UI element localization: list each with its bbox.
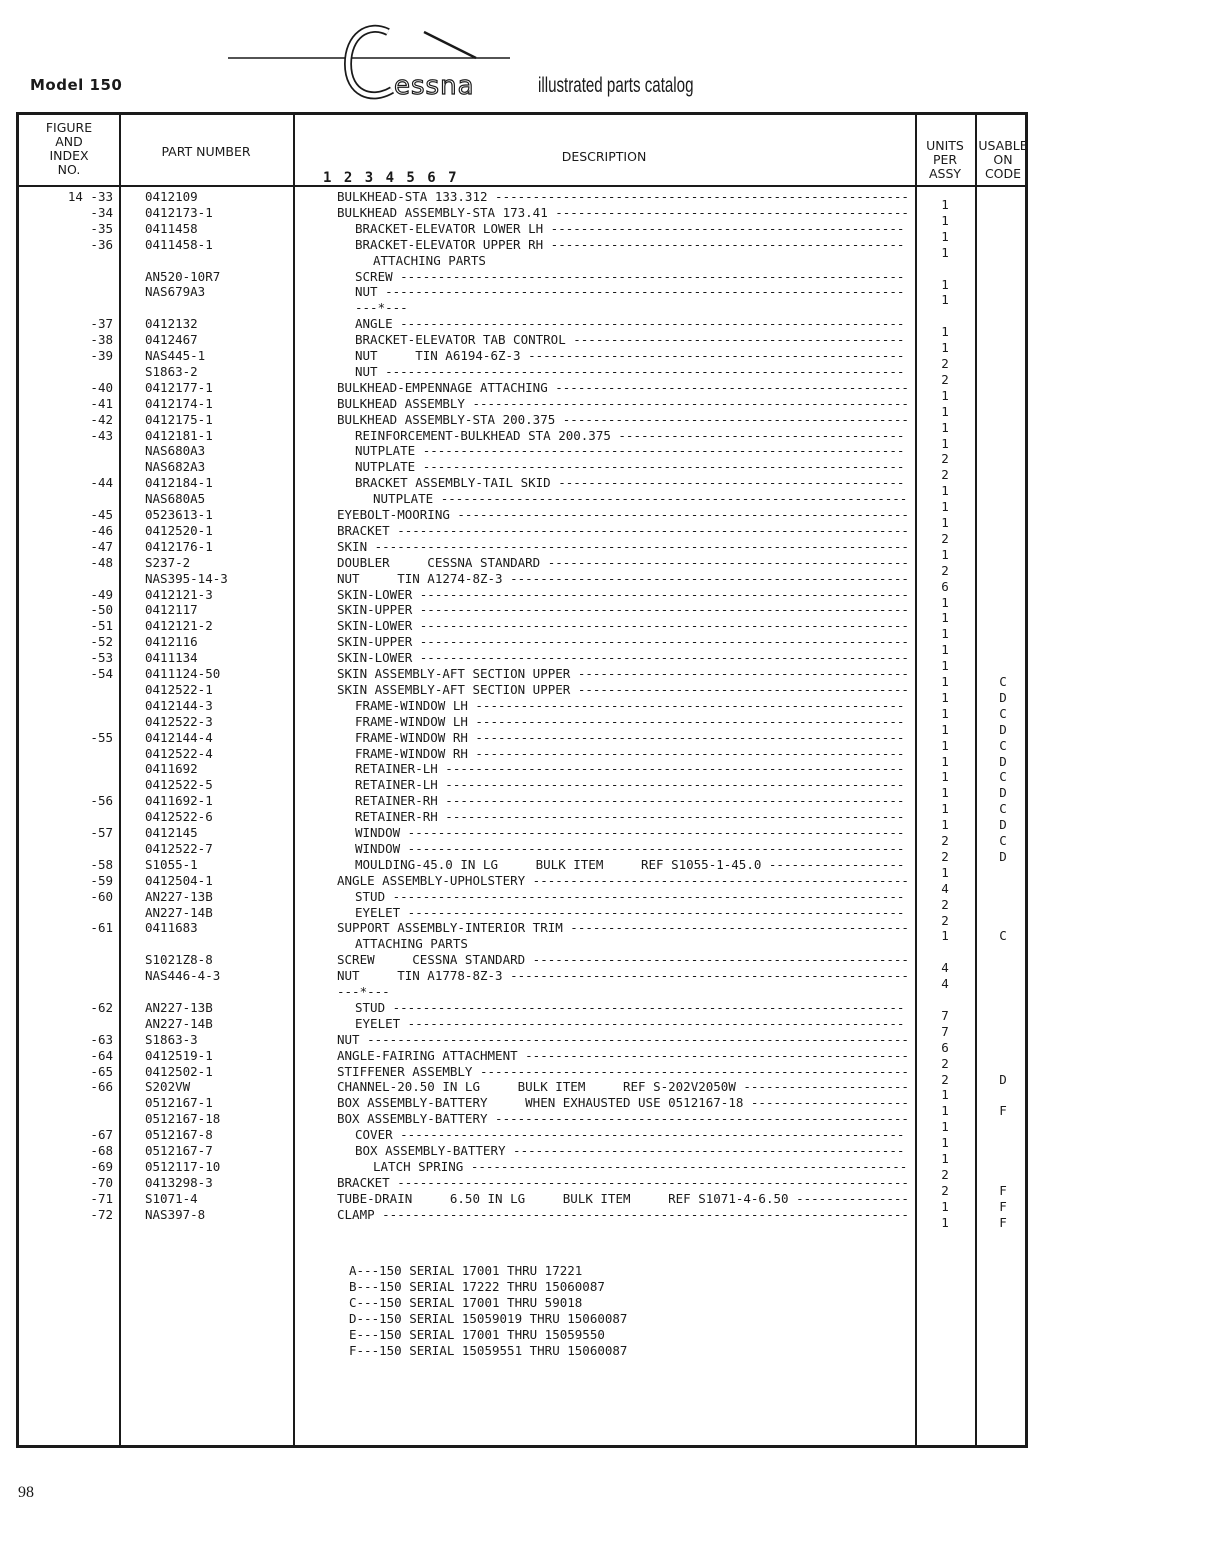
row-description: NUTPLATE ----------------------------------------------------------------	[355, 459, 905, 475]
row-part-number: 0412519-1	[145, 1047, 213, 1063]
row-figure-index: -48	[90, 554, 113, 570]
row-units-per-assy: 1	[941, 546, 949, 562]
row-units-per-assy: 1	[941, 801, 949, 817]
row-units-per-assy: 2	[941, 1071, 949, 1087]
row-part-number: S237-2	[145, 554, 191, 570]
row-part-number: 0411458-1	[145, 236, 213, 252]
row-figure-index: -64	[90, 1047, 113, 1063]
row-part-number: 0411692	[145, 761, 198, 777]
row-part-number: AN520-10R7	[145, 268, 221, 284]
row-usable-code: C	[999, 833, 1007, 848]
row-usable-code: D	[999, 753, 1007, 769]
row-part-number: S1055-1	[145, 856, 198, 872]
row-part-number: 0412173-1	[145, 204, 213, 220]
row-part-number: 0412117	[145, 602, 198, 618]
row-description: DOUBLER CESSNA STANDARD ------------------------------------------------	[337, 554, 909, 570]
row-part-number: 0411692-1	[145, 793, 213, 809]
row-description: RETAINER-LH -------------------------------------------------------------	[355, 761, 905, 777]
column-divider	[975, 115, 977, 1445]
row-description: SCREW CESSNA STANDARD --------------------------------------------------	[337, 952, 909, 968]
row-description: BOX ASSEMBLY-BATTERY -------------------------------------------------------	[337, 1111, 909, 1127]
row-description: NUT ---------------------------------------------------------------------	[355, 284, 905, 300]
row-units-per-assy: 1	[941, 721, 949, 737]
row-figure-index: -34	[90, 204, 113, 220]
row-description: BRACKET --------------------------------------------------------------------	[337, 522, 909, 538]
row-units-per-assy: 2	[941, 833, 949, 848]
row-units-per-assy: 1	[941, 499, 949, 515]
row-part-number: 0412522-1	[145, 681, 213, 697]
row-usable-code: D	[999, 785, 1007, 801]
row-figure-index: -67	[90, 1127, 113, 1143]
row-usable-code: C	[999, 928, 1007, 944]
row-part-number: 0412175-1	[145, 411, 213, 427]
row-units-per-assy: 2	[941, 356, 949, 371]
row-figure-index: -50	[90, 602, 113, 618]
row-description: FRAME-WINDOW RH ---------------------------------------------------------	[355, 729, 905, 745]
row-description: BRACKET-ELEVATOR UPPER RH -----------------------------------------------	[355, 236, 905, 252]
header-divider	[19, 185, 1025, 187]
row-figure-index: -61	[90, 920, 113, 936]
row-part-number: 0512167-18	[145, 1111, 221, 1127]
row-figure-index: -44	[90, 475, 113, 491]
row-description: SKIN-UPPER -----------------------------------------------------------------	[337, 634, 909, 650]
row-figure-index: -52	[90, 634, 113, 650]
row-description: SKIN-LOWER -----------------------------------------------------------------	[337, 650, 909, 666]
row-description: NUT ------------------------------------------------------------------------	[337, 1031, 909, 1047]
row-usable-code: F	[999, 1198, 1007, 1214]
row-units-per-assy: 1	[941, 515, 949, 530]
row-usable-code: C	[999, 801, 1007, 817]
row-part-number: NAS445-1	[145, 348, 206, 363]
row-figure-index: -46	[90, 522, 113, 538]
row-description: CLAMP ----------------------------------------------------------------------	[337, 1206, 909, 1222]
row-description: FRAME-WINDOW RH ---------------------------------------------------------	[355, 745, 905, 761]
page-number: 98	[18, 1484, 34, 1501]
row-units-per-assy: 4	[941, 880, 949, 896]
row-figure-index: -60	[90, 888, 113, 904]
row-description: CHANNEL-20.50 IN LG BULK ITEM REF S-202V2050W ----------------------	[337, 1079, 909, 1095]
row-part-number: NAS397-8	[145, 1206, 206, 1222]
row-description: COVER -------------------------------------------------------------------	[355, 1127, 905, 1143]
row-part-number: 0411124-50	[145, 666, 221, 681]
row-part-number: 0412177-1	[145, 379, 213, 395]
serial-code-line: C---150 SERIAL 17001 THRU 59018	[349, 1295, 583, 1310]
row-description: FRAME-WINDOW LH ---------------------------------------------------------	[355, 713, 905, 729]
row-part-number: 0412116	[145, 634, 198, 650]
row-part-number: 0412144-3	[145, 697, 213, 713]
column-divider	[915, 115, 917, 1445]
row-part-number: 0512167-1	[145, 1095, 213, 1111]
row-part-number: 0512167-7	[145, 1143, 213, 1158]
row-part-number: NAS682A3	[145, 459, 206, 475]
row-description: BRACKET-ELEVATOR LOWER LH -----------------------------------------------	[355, 220, 905, 236]
row-units-per-assy: 2	[941, 896, 949, 912]
row-figure-index: -37	[90, 316, 113, 332]
row-part-number: NAS680A5	[145, 491, 206, 507]
row-figure-index: 14 -33	[67, 189, 113, 204]
row-description: BULKHEAD ASSEMBLY-STA 173.41 -----------------------------------------------	[337, 204, 909, 220]
row-part-number: NAS680A3	[145, 443, 206, 459]
row-figure-index: -65	[90, 1063, 113, 1079]
row-description: NUT TIN A1778-8Z-3 -----------------------------------------------------	[337, 968, 909, 984]
row-description: BULKHEAD ASSEMBLY ----------------------------------------------------------	[337, 395, 909, 411]
row-description: REINFORCEMENT-BULKHEAD STA 200.375 --------------------------------------	[355, 427, 905, 443]
row-description: BULKHEAD-STA 133.312 -------------------------------------------------------	[337, 189, 909, 204]
row-description: NUTPLATE --------------------------------------------------------------	[373, 491, 908, 507]
row-description: MOULDING-45.0 IN LG BULK ITEM REF S1055-1-45.0 ------------------	[355, 856, 905, 872]
row-usable-code: C	[999, 705, 1007, 721]
row-part-number: 0412144-4	[145, 729, 213, 745]
row-units-per-assy: 1	[941, 785, 949, 801]
row-part-number: S1071-4	[145, 1190, 198, 1206]
row-description: WINDOW ------------------------------------------------------------------	[355, 825, 905, 840]
row-units-per-assy: 1	[941, 340, 949, 356]
row-figure-index: -47	[90, 538, 113, 554]
row-description: BOX ASSEMBLY-BATTERY ----------------------------------------------------	[355, 1143, 905, 1158]
column-divider	[119, 115, 121, 1445]
row-description: RETAINER-RH -------------------------------------------------------------	[355, 793, 905, 809]
row-units-per-assy: 2	[941, 912, 949, 928]
row-figure-index: -66	[90, 1079, 113, 1095]
row-units-per-assy: 1	[941, 1214, 949, 1230]
row-part-number: 0411683	[145, 920, 198, 936]
column-header-units: UNITS PER ASSY	[926, 138, 964, 181]
serial-code-line: F---150 SERIAL 15059551 THRU 15060087	[349, 1343, 628, 1358]
row-units-per-assy: 1	[941, 864, 949, 880]
row-description: NUT ---------------------------------------------------------------------	[355, 363, 905, 379]
row-units-per-assy: 1	[941, 737, 949, 753]
row-units-per-assy: 6	[941, 1039, 949, 1055]
serial-code-line: D---150 SERIAL 15059019 THRU 15060087	[349, 1311, 628, 1326]
row-part-number: 0412520-1	[145, 522, 213, 538]
row-description: ---*---	[337, 984, 390, 999]
row-description: BULKHEAD-EMPENNAGE ATTACHING -----------------------------------------------	[337, 379, 909, 395]
row-figure-index: -59	[90, 872, 113, 888]
row-units-per-assy: 2	[941, 371, 949, 387]
row-description: BRACKET-ELEVATOR TAB CONTROL --------------------------------------------	[355, 332, 905, 348]
row-figure-index: -35	[90, 220, 113, 236]
row-part-number: NAS679A3	[145, 284, 206, 300]
row-units-per-assy: 1	[941, 228, 949, 244]
row-description: LATCH SPRING ----------------------------------------------------------	[373, 1158, 908, 1174]
row-units-per-assy: 1	[941, 403, 949, 419]
row-part-number: S1021Z8-8	[145, 952, 213, 968]
row-units-per-assy: 1	[941, 674, 949, 689]
row-usable-code: D	[999, 848, 1007, 864]
row-units-per-assy: 2	[941, 467, 949, 483]
row-usable-code: D	[999, 721, 1007, 737]
row-units-per-assy: 1	[941, 753, 949, 769]
row-part-number: 0413298-3	[145, 1174, 213, 1190]
row-description: SKIN -----------------------------------------------------------------------	[337, 538, 909, 554]
row-figure-index: -38	[90, 332, 113, 348]
row-figure-index: -71	[90, 1190, 113, 1206]
row-usable-code: F	[999, 1182, 1007, 1198]
row-description: ANGLE -------------------------------------------------------------------	[355, 316, 905, 332]
row-description: EYEBOLT-MOORING ------------------------------------------------------------	[337, 507, 909, 522]
row-units-per-assy: 2	[941, 1166, 949, 1182]
row-part-number: 0412181-1	[145, 427, 213, 443]
row-description: FRAME-WINDOW LH ---------------------------------------------------------	[355, 697, 905, 713]
row-figure-index: -42	[90, 411, 113, 427]
row-description: NUTPLATE ----------------------------------------------------------------	[355, 443, 905, 459]
row-units-per-assy: 6	[941, 578, 949, 594]
row-units-per-assy: 1	[941, 1103, 949, 1119]
serial-code-line: A---150 SERIAL 17001 THRU 17221	[349, 1263, 583, 1278]
row-part-number: AN227-14B	[145, 1015, 213, 1031]
row-description: RETAINER-RH -------------------------------------------------------------	[355, 809, 905, 825]
row-units-per-assy: 1	[941, 276, 949, 292]
row-part-number: S1863-2	[145, 363, 198, 379]
row-description: ANGLE-FAIRING ATTACHMENT ---------------------------------------------------	[337, 1047, 909, 1063]
row-description: WINDOW ------------------------------------------------------------------	[355, 840, 905, 856]
row-units-per-assy: 7	[941, 1007, 949, 1023]
row-part-number: AN227-13B	[145, 999, 213, 1015]
row-description: TUBE-DRAIN 6.50 IN LG BULK ITEM REF S1071-4-6.50 ---------------	[337, 1190, 909, 1206]
row-description: SKIN-LOWER -----------------------------------------------------------------	[337, 618, 909, 634]
row-figure-index: -56	[90, 793, 113, 809]
row-units-per-assy: 7	[941, 1023, 949, 1039]
row-units-per-assy: 2	[941, 451, 949, 467]
row-units-per-assy: 1	[941, 594, 949, 610]
row-part-number: 0412145	[145, 825, 198, 840]
row-part-number: 0412522-4	[145, 745, 213, 761]
row-units-per-assy: 1	[941, 1119, 949, 1135]
row-figure-index: -39	[90, 348, 113, 363]
row-units-per-assy: 1	[941, 419, 949, 435]
row-units-per-assy: 4	[941, 976, 949, 992]
row-figure-index: -41	[90, 395, 113, 411]
row-units-per-assy: 1	[941, 1087, 949, 1103]
row-description: BOX ASSEMBLY-BATTERY WHEN EXHAUSTED USE 0512167-18 ---------------------	[337, 1095, 909, 1111]
row-figure-index: -70	[90, 1174, 113, 1190]
row-part-number: S1863-3	[145, 1031, 198, 1047]
row-units-per-assy: 1	[941, 292, 949, 308]
row-part-number: 0412467	[145, 332, 198, 348]
catalog-title: illustrated parts catalog	[538, 74, 694, 97]
row-part-number: 0412109	[145, 189, 198, 204]
row-part-number: NAS446-4-3	[145, 968, 221, 984]
row-description: NUT TIN A6194-6Z-3 --------------------------------------------------	[355, 348, 905, 363]
row-part-number: NAS395-14-3	[145, 570, 228, 586]
row-units-per-assy: 1	[941, 1135, 949, 1151]
row-part-number: 0412184-1	[145, 475, 213, 491]
row-units-per-assy: 1	[941, 483, 949, 499]
row-units-per-assy: 1	[941, 197, 949, 212]
row-figure-index: -45	[90, 507, 113, 522]
row-description: STUD --------------------------------------------------------------------	[355, 888, 905, 904]
row-part-number: 0412522-5	[145, 777, 213, 793]
row-description: SKIN ASSEMBLY-AFT SECTION UPPER --------------------------------------------	[337, 681, 909, 697]
row-usable-code: C	[999, 737, 1007, 753]
row-description: BRACKET --------------------------------------------------------------------	[337, 1174, 909, 1190]
row-part-number: 0512117-10	[145, 1158, 221, 1174]
row-units-per-assy: 1	[941, 610, 949, 626]
row-usable-code: C	[999, 674, 1007, 689]
row-part-number: AN227-13B	[145, 888, 213, 904]
row-figure-index: -43	[90, 427, 113, 443]
row-part-number: 0412132	[145, 316, 198, 332]
row-description: EYELET ------------------------------------------------------------------	[355, 904, 905, 920]
row-part-number: 0412504-1	[145, 872, 213, 888]
row-figure-index: -54	[90, 666, 113, 681]
row-description: SKIN ASSEMBLY-AFT SECTION UPPER --------------------------------------------	[337, 666, 909, 681]
row-part-number: 0512167-8	[145, 1127, 213, 1143]
row-units-per-assy: 1	[941, 626, 949, 642]
row-part-number: 0412522-6	[145, 809, 213, 825]
row-part-number: AN227-14B	[145, 904, 213, 920]
row-description: EYELET ------------------------------------------------------------------	[355, 1015, 905, 1031]
row-usable-code: D	[999, 1071, 1007, 1087]
row-part-number: 0411134	[145, 650, 198, 666]
row-usable-code: F	[999, 1103, 1007, 1119]
serial-code-line: E---150 SERIAL 17001 THRU 15059550	[349, 1327, 605, 1342]
row-figure-index: -51	[90, 618, 113, 634]
row-units-per-assy: 1	[941, 435, 949, 451]
row-units-per-assy: 2	[941, 1055, 949, 1071]
row-figure-index: -58	[90, 856, 113, 872]
column-divider	[293, 115, 295, 1445]
row-part-number: 0412522-7	[145, 840, 213, 856]
row-units-per-assy: 2	[941, 1182, 949, 1198]
row-units-per-assy: 1	[941, 928, 949, 944]
row-description: NUT TIN A1274-8Z-3 -----------------------------------------------------	[337, 570, 909, 586]
row-figure-index: -36	[90, 236, 113, 252]
row-units-per-assy: 1	[941, 1198, 949, 1214]
column-header-part-number: PART NUMBER	[161, 144, 251, 159]
row-part-number: 0412502-1	[145, 1063, 213, 1079]
row-part-number: 0412176-1	[145, 538, 213, 554]
row-description: BULKHEAD ASSEMBLY-STA 200.375 ----------------------------------------------	[337, 411, 909, 427]
row-description: RETAINER-LH -------------------------------------------------------------	[355, 777, 905, 793]
row-usable-code: C	[999, 769, 1007, 785]
column-header-figure: FIGURE AND INDEX NO.	[45, 120, 93, 177]
row-description: SKIN-LOWER -----------------------------------------------------------------	[337, 586, 909, 602]
row-usable-code: D	[999, 689, 1007, 705]
row-units-per-assy: 1	[941, 212, 949, 228]
row-figure-index: -57	[90, 825, 113, 840]
row-figure-index: -53	[90, 650, 113, 666]
row-figure-index: -72	[90, 1206, 113, 1222]
row-description: SKIN-UPPER -----------------------------------------------------------------	[337, 602, 909, 618]
row-description: ATTACHING PARTS	[373, 252, 486, 268]
row-units-per-assy: 2	[941, 848, 949, 864]
row-figure-index: -68	[90, 1143, 113, 1158]
row-units-per-assy: 1	[941, 1151, 949, 1166]
row-part-number: 0412121-2	[145, 618, 213, 634]
row-units-per-assy: 1	[941, 817, 949, 833]
row-units-per-assy: 1	[941, 658, 949, 674]
row-figure-index: -62	[90, 999, 113, 1015]
row-part-number: 0523613-1	[145, 507, 213, 522]
row-units-per-assy: 1	[941, 705, 949, 721]
row-part-number: S202VW	[145, 1079, 191, 1095]
row-figure-index: -63	[90, 1031, 113, 1047]
row-description: STIFFENER ASSEMBLY ---------------------------------------------------------	[337, 1063, 909, 1079]
row-usable-code: F	[999, 1214, 1007, 1230]
row-figure-index: -49	[90, 586, 113, 602]
row-description: ANGLE ASSEMBLY-UPHOLSTERY --------------------------------------------------	[337, 872, 909, 888]
row-part-number: 0412174-1	[145, 395, 213, 411]
row-description: STUD --------------------------------------------------------------------	[355, 999, 905, 1015]
row-units-per-assy: 2	[941, 530, 949, 546]
svg-text:essna: essna	[394, 71, 475, 101]
row-units-per-assy: 1	[941, 244, 949, 260]
row-description: SCREW -------------------------------------------------------------------	[355, 268, 905, 284]
row-units-per-assy: 4	[941, 960, 949, 976]
cessna-logo	[226, 20, 526, 110]
row-units-per-assy: 1	[941, 387, 949, 403]
row-figure-index: -69	[90, 1158, 113, 1174]
row-description: SUPPORT ASSEMBLY-INTERIOR TRIM ---------------------------------------------	[337, 920, 909, 936]
indent-level-digits: 1 2 3 4 5 6 7	[323, 170, 459, 186]
parts-table	[16, 112, 1028, 1448]
row-part-number: 0411458	[145, 220, 198, 236]
row-part-number: 0412121-3	[145, 586, 213, 602]
row-description: BRACKET ASSEMBLY-TAIL SKID ----------------------------------------------	[355, 475, 905, 491]
row-description: ---*---	[355, 300, 408, 316]
row-figure-index: -55	[90, 729, 113, 745]
model-label: Model 150	[30, 76, 123, 94]
row-units-per-assy: 1	[941, 769, 949, 785]
row-description: ATTACHING PARTS	[355, 936, 468, 952]
row-units-per-assy: 1	[941, 324, 949, 340]
column-header-description: DESCRIPTION	[561, 149, 647, 164]
column-header-usable-code: USABLE ON CODE	[978, 138, 1028, 181]
row-part-number: 0412522-3	[145, 713, 213, 729]
row-usable-code: D	[999, 817, 1007, 833]
row-units-per-assy: 1	[941, 642, 949, 658]
serial-code-line: B---150 SERIAL 17222 THRU 15060087	[349, 1279, 605, 1294]
row-units-per-assy: 2	[941, 562, 949, 578]
row-figure-index: -40	[90, 379, 113, 395]
row-units-per-assy: 1	[941, 689, 949, 705]
